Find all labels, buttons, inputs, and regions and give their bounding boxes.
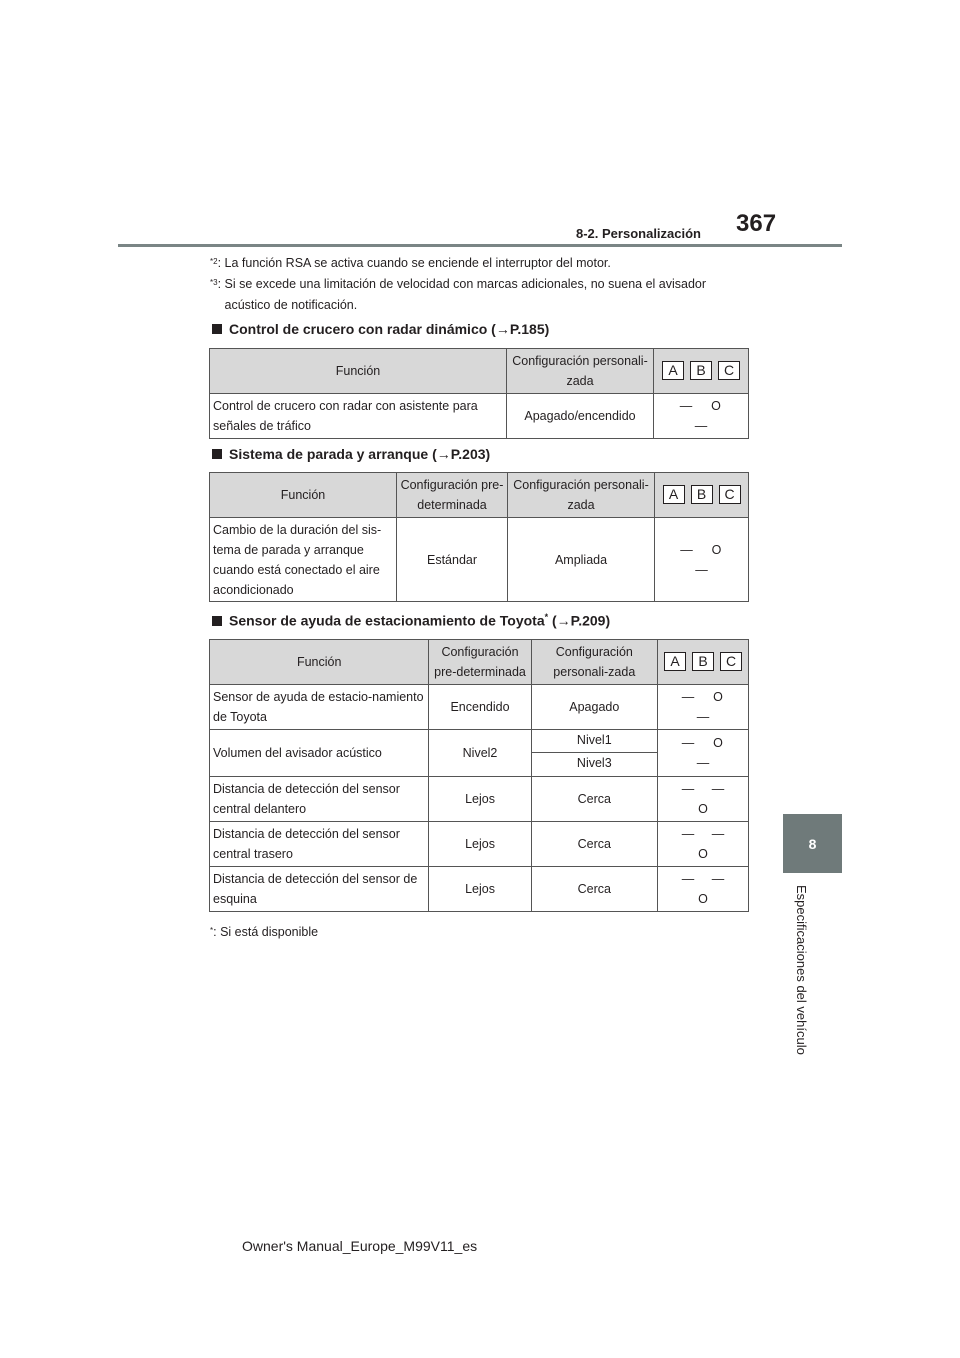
cell-abc [658,822,749,867]
cell-abc [655,518,749,602]
cell-b: O [713,690,723,704]
table-header-row [210,349,749,394]
col-custom: Configuración personali-zada [531,640,657,685]
col-abc [654,349,749,394]
settings-table [209,639,749,912]
cell-default: Estándar [397,518,508,602]
cell-custom: Cerca [531,777,657,822]
col-abc [655,473,749,518]
cell-function: Sensor de ayuda de estacio-namiento de Toyota [210,685,429,730]
letter-b: B [690,361,712,380]
settings-table [209,348,749,439]
letter-c: C [720,652,742,671]
chapter-number: 8 [808,835,817,852]
cell-b: — [711,872,725,886]
cell-c: O [698,802,708,816]
cell-a: — [681,827,695,841]
cell-a: — [681,736,695,750]
cell-function: Control de crucero con radar con asistente para señales de tráfico [210,394,507,439]
cell-default: Encendido [429,685,531,730]
cell-default: Lejos [429,777,531,822]
cell-custom-2: Nivel3 [576,756,612,770]
cell-function: Distancia de detección del sensor central trasero [210,822,429,867]
cell-b: O [711,399,721,413]
table-row [210,685,749,730]
footnote-availability: *: Si está disponible [210,925,319,939]
cell-a: — [681,782,695,796]
cell-c: O [698,847,708,861]
chapter-title [795,885,809,1185]
table-row [210,730,749,777]
letter-b: B [692,652,714,671]
cell-b: O [713,736,723,750]
heading-text: Sistema de parada y arranque (→P.203) [229,446,491,462]
footnote-mark: *2 [210,257,218,266]
heading-ref: (→P.209) [552,612,611,629]
cell-abc [654,394,749,439]
cell-function: Distancia de detección del sensor de esquina [210,867,429,912]
footnote-text: Si está disponible [220,925,319,939]
cell-default: Nivel2 [429,730,531,777]
footnote-text: Si se excede una limitación de velocidad con marcas adicionales, no suena el avisador acústico de notificación. [224,277,707,312]
cell-a: — [681,690,695,704]
cell-b: O [711,542,722,557]
cell-custom: Cerca [531,822,657,867]
header-rule [118,244,842,247]
col-function: Función [210,640,429,685]
cell-custom: Cerca [531,867,657,912]
table-row [210,518,749,602]
heading-mark: * [544,612,549,622]
cell-custom: Apagado/encendido [507,394,654,439]
footnote-mark: *3 [210,278,218,287]
settings-table [209,472,749,602]
section-title: 8-2. Personalización [576,226,701,241]
footnote-mark: * [210,926,214,935]
heading-text: Control de crucero con radar dinámico (→P.185) [229,321,550,337]
footnote-text: La función RSA se activa cuando se enciende el interruptor del motor. [224,256,611,270]
letter-c: C [719,485,741,504]
cell-custom: Apagado [531,685,657,730]
cell-b: — [711,827,725,841]
cell-a: — [681,872,695,886]
table-row [210,822,749,867]
cell-custom-1: Nivel1 [532,730,657,753]
footnote-3: $^{*3}$: Si se excede una limitación de velocidad con marcas adicionales, no suena el avisador acústico de notificación. [210,274,740,316]
cell-b: — [711,782,725,796]
table-header-row [210,640,749,685]
section-heading [212,446,490,462]
chapter-title-text: Especificaciones del vehículo [794,885,809,1055]
letter-a: A [662,361,684,380]
cell-default: Lejos [429,822,531,867]
table-row [210,394,749,439]
col-function: Función [210,349,507,394]
footnote-2: $^{*2}$: La función RSA se activa cuando se enciende el interruptor del motor. [210,256,611,270]
letter-b: B [691,485,713,504]
footer-text: Owner's Manual_Europe_M99V11_es [242,1238,478,1254]
cell-abc [658,685,749,730]
letter-c: C [718,361,740,380]
table-row [210,867,749,912]
cell-a: — [680,542,693,557]
letter-a: A [663,485,685,504]
letter-a: A [664,652,686,671]
cell-c: O [698,892,708,906]
col-default: Configuración pre-determinada [429,640,531,685]
heading-text: Sensor de ayuda de estacionamiento de Toyota [229,612,545,629]
cell-function: Cambio de la duración del sis-tema de parada y arranque cuando está conectado el aire acondicionado [210,518,397,602]
cell-function: Distancia de detección del sensor central delantero [210,777,429,822]
cell-abc [658,777,749,822]
cell-c: — [695,562,708,577]
cell-default: Lejos [429,867,531,912]
section-heading [212,612,610,629]
col-abc [658,640,749,685]
cell-custom: Ampliada [508,518,655,602]
col-custom: Configuración personali-zada [508,473,655,518]
cell-c: — [696,710,710,724]
cell-c: — [694,419,708,433]
cell-custom [531,730,657,777]
col-default: Configuración pre-determinada [397,473,508,518]
table-header-row [210,473,749,518]
section-heading [212,321,549,337]
col-function: Función [210,473,397,518]
cell-abc [658,730,749,777]
cell-c: — [696,756,710,770]
cell-a: — [679,399,693,413]
cell-abc [658,867,749,912]
chapter-tab [783,814,842,873]
table-row [210,777,749,822]
col-custom: Configuración personali-zada [507,349,654,394]
cell-function: Volumen del avisador acústico [210,730,429,777]
page-number: 367 [736,210,777,237]
